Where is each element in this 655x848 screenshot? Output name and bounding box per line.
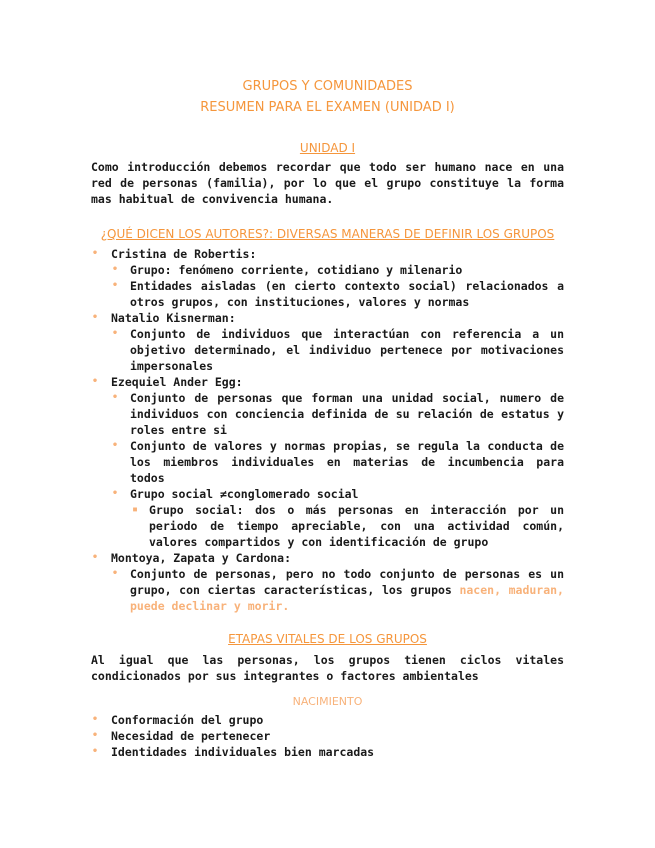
list-item bbox=[91, 712, 564, 728]
list-item bbox=[91, 310, 564, 326]
definition-text: Conjunto de personas que forman una unidad social, numero de individuos con conciencia definida de su relación de estatus y roles entre si bbox=[130, 391, 564, 437]
bullet-icon: • bbox=[92, 730, 99, 741]
unit-heading: UNIDAD I bbox=[299, 141, 356, 155]
birth-item-text: Conformación del grupo bbox=[111, 713, 264, 727]
list-item bbox=[91, 728, 564, 744]
list-item bbox=[91, 744, 564, 760]
unit-intro-paragraph: Como introducción debemos recordar que todo ser humano nace en una red de personas (familia), por lo que el grupo constituye la forma mas habitual de convivencia humana. bbox=[91, 160, 564, 206]
birth-list bbox=[91, 712, 564, 760]
bullet-icon: • bbox=[112, 488, 119, 499]
bullet-icon: • bbox=[112, 440, 119, 451]
author-name: Montoya, Zapata y Cardona: bbox=[111, 551, 292, 565]
birth-subheading: NACIMIENTO bbox=[292, 695, 363, 708]
bullet-icon: • bbox=[92, 376, 99, 387]
list-item bbox=[91, 262, 564, 278]
list-item bbox=[91, 374, 564, 390]
birth-item-text: Necesidad de pertenecer bbox=[111, 729, 271, 743]
highlighted-text: nacen, maduran, puede declinar y morir. bbox=[130, 583, 564, 613]
definition-text: Grupo social: dos o más personas en interacción por un periodo de tiempo apreciable, con una actividad común, valores compartidos y con identificación de grupo bbox=[149, 503, 564, 549]
list-item bbox=[91, 566, 564, 614]
author-name: Natalio Kisnerman: bbox=[111, 311, 236, 325]
author-name: Cristina de Robertis: bbox=[111, 247, 257, 261]
bullet-icon: • bbox=[92, 248, 99, 259]
author-name: Ezequiel Ander Egg: bbox=[111, 375, 243, 389]
bullet-icon: • bbox=[92, 312, 99, 323]
definition-text: Grupo: fenómeno corriente, cotidiano y milenario bbox=[130, 263, 463, 277]
definition-text: Grupo social ≠conglomerado social bbox=[130, 487, 359, 501]
bullet-icon: • bbox=[92, 714, 99, 725]
stages-intro-paragraph: Al igual que las personas, los grupos tienen ciclos vitales condicionados por sus integrantes o factores ambientales bbox=[91, 653, 564, 683]
list-item bbox=[91, 486, 564, 502]
definition-text: Conjunto de individuos que interactúan con referencia a un objetivo determinado, el individuo pertenece por motivaciones impersonales bbox=[130, 327, 564, 373]
authors-list bbox=[91, 246, 564, 614]
definition-text bbox=[130, 566, 564, 614]
list-item bbox=[91, 502, 564, 550]
stages-heading: ETAPAS VITALES DE LOS GRUPOS bbox=[228, 632, 427, 646]
bullet-icon: • bbox=[112, 280, 119, 291]
document-subtitle: RESUMEN PARA EL EXAMEN (UNIDAD I) bbox=[200, 100, 455, 115]
list-item bbox=[91, 550, 564, 566]
bullet-icon: • bbox=[112, 328, 119, 339]
authors-heading: ¿QUÉ DICEN LOS AUTORES?: DIVERSAS MANERAS DE DEFINIR LOS GRUPOS bbox=[100, 227, 555, 241]
bullet-icon: • bbox=[112, 392, 119, 403]
birth-item-text: Identidades individuales bien marcadas bbox=[111, 745, 375, 759]
bullet-icon: • bbox=[92, 552, 99, 563]
list-item bbox=[91, 326, 564, 374]
bullet-icon: • bbox=[92, 746, 99, 757]
list-item bbox=[91, 278, 564, 310]
definition-text: Entidades aisladas (en cierto contexto social) relacionados a otros grupos, con instituciones, valores y normas bbox=[130, 279, 564, 309]
bullet-icon: • bbox=[112, 568, 119, 579]
list-item bbox=[91, 390, 564, 438]
list-item bbox=[91, 438, 564, 486]
bullet-icon: • bbox=[112, 264, 119, 275]
square-bullet-icon: ▪ bbox=[132, 504, 139, 515]
definition-text-main: Conjunto de personas, pero no todo conjunto de personas es un grupo, con ciertas características, los grupos bbox=[130, 567, 564, 597]
list-item bbox=[91, 246, 564, 262]
definition-text: Conjunto de valores y normas propias, se regula la conducta de los miembros individuales en materias de incumbencia para todos bbox=[130, 439, 564, 485]
document-title: GRUPOS Y COMUNIDADES bbox=[242, 79, 413, 94]
